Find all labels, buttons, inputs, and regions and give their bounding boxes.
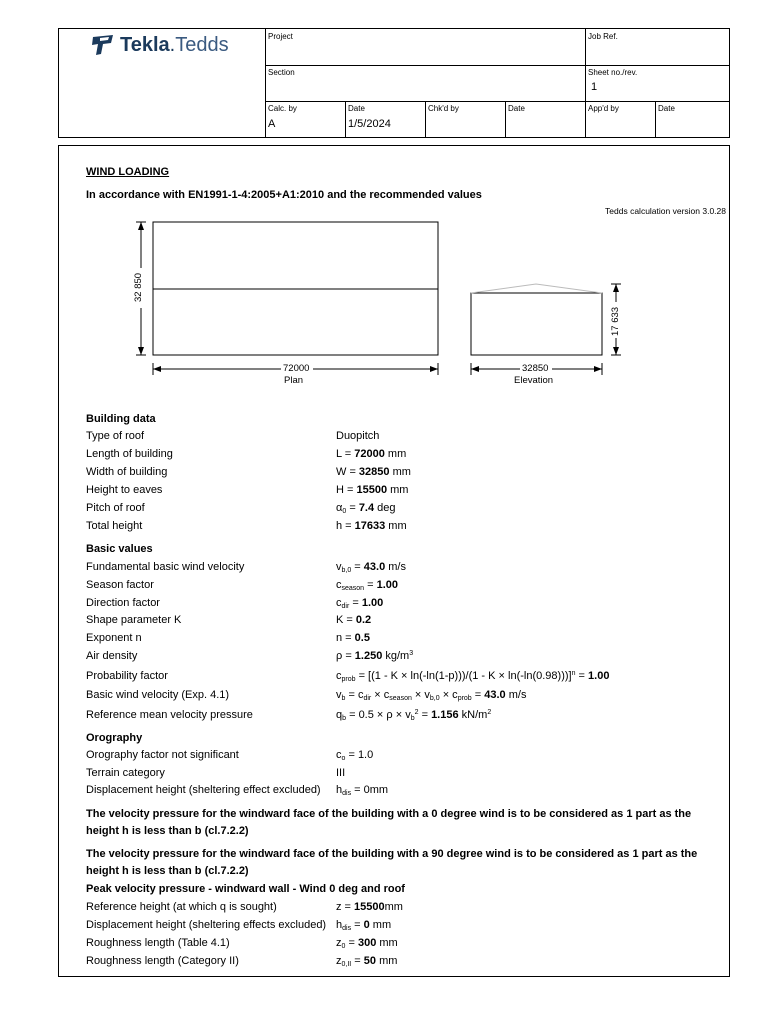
note-90-degree: The velocity pressure for the windward face of the building with a 90 degree wind is to be considered as 1 part as the height h is less than b (cl.7.2.2)	[86, 848, 698, 877]
elevation-height-label: 17 633	[610, 306, 621, 336]
logo-tekla: Tekla	[120, 33, 170, 56]
tekla-tedds-logo: Tekla.Tedds	[91, 33, 229, 57]
roughness-label: Roughness length (Table 4.1)	[86, 937, 230, 949]
eaves-height-value: H = 15500 mm	[336, 484, 409, 496]
building-diagram	[0, 0, 768, 400]
ref-height-label: Reference height (at which q is sought)	[86, 901, 277, 913]
displacement-label: Displacement height (sheltering effect excluded)	[86, 784, 321, 796]
vb0-value: $v_{b,0} = 43.0$ m/s	[336, 561, 406, 574]
roughness-value: $z_0 = 300$ mm	[336, 937, 398, 950]
disp-height-label: Displacement height (sheltering effects excluded)	[86, 919, 327, 931]
length-value: L = 72000 mm	[336, 448, 407, 460]
logo-tedds: Tedds	[175, 33, 229, 56]
checked-by-caption: Chk'd by	[428, 104, 459, 113]
date-caption-3: Date	[658, 104, 675, 113]
roughness-cat2-label: Roughness length (Category II)	[86, 955, 239, 967]
calcby-caption: Calc. by	[268, 104, 297, 113]
probability-value: $c_{prob} = [(1 - K \times \ln(-\ln(1-p)))/(1 - K \times \ln(-\ln(0.98)))]^n = 1.00$	[336, 670, 610, 683]
direction-label: Direction factor	[86, 597, 160, 609]
ref-pressure-label: Reference mean velocity pressure	[86, 709, 253, 721]
basic-velocity-value: $v_b = c_{dir} \times c_{season} \times v_{b,0} \times c_{prob} = 43.0$ m/s	[336, 689, 527, 702]
length-label: Length of building	[86, 448, 173, 460]
ref-pressure-value: $q_b = 0.5 \times \rho \times v_b^2 = 1.156$ $kN/m^2$	[336, 709, 492, 722]
building-data-heading: Building data	[86, 413, 156, 425]
terrain-label: Terrain category	[86, 767, 165, 779]
probability-label: Probability factor	[86, 670, 168, 682]
sheet-caption: Sheet no./rev.	[588, 68, 638, 77]
orography-heading: Orography	[86, 732, 143, 744]
roof-type-label: Type of roof	[86, 430, 145, 442]
elevation-caption: Elevation	[514, 375, 554, 386]
direction-value: $c_{dir} = 1.00$	[336, 597, 384, 610]
season-label: Season factor	[86, 579, 154, 591]
basic-values-heading: Basic values	[86, 543, 153, 555]
date-value: 1/5/2024	[348, 118, 391, 130]
plan-length-label: 72000	[283, 363, 310, 374]
disp-height-value: $h_{dis} = 0$ mm	[336, 919, 392, 932]
pitch-label: Pitch of roof	[86, 502, 145, 514]
plan-width-label: 32 850	[133, 272, 144, 302]
project-caption: Project	[268, 32, 293, 41]
section-caption: Section	[268, 68, 295, 77]
roughness-cat2-value: $z_{0,II} = 50$ mm	[336, 955, 398, 968]
orography-factor-label: Orography factor not significant	[86, 749, 239, 761]
exponent-label: Exponent n	[86, 632, 142, 644]
approved-by-caption: App'd by	[588, 104, 619, 113]
pitch-value: $\alpha_0 = 7.4$ deg	[336, 502, 396, 515]
terrain-value: III	[336, 767, 346, 779]
elevation-outline	[471, 293, 602, 355]
air-density-value: ρ = 1.250 $kg/m^3$	[336, 650, 414, 662]
total-height-label: Total height	[86, 520, 143, 532]
elevation-roof-line	[471, 284, 602, 293]
exponent-value: n = 0.5	[336, 632, 370, 644]
vb0-label: Fundamental basic wind velocity	[86, 561, 245, 573]
peak-heading: Peak velocity pressure - windward wall - Wind 0 deg and roof	[86, 883, 405, 895]
shape-label: Shape parameter K	[86, 614, 182, 626]
date-caption-2: Date	[508, 104, 525, 113]
total-height-value: h = 17633 mm	[336, 520, 407, 532]
width-label: Width of building	[86, 466, 168, 478]
ref-height-value: z = 15500mm	[336, 901, 403, 913]
basic-velocity-label: Basic wind velocity (Exp. 4.1)	[86, 689, 230, 701]
sheet-value: 1	[591, 81, 598, 93]
version-text: Tedds calculation version 3.0.28	[605, 206, 726, 216]
doc-title: WIND LOADING	[86, 166, 170, 178]
air-density-label: Air density	[86, 650, 138, 662]
displacement-value: $h_{dis} = 0mm$	[336, 784, 389, 797]
note-0-degree: The velocity pressure for the windward face of the building with a 0 degree wind is to be considered as 1 part as the height h is less than b (cl.7.2.2)	[86, 808, 692, 837]
width-value: W = 32850 mm	[336, 466, 411, 478]
doc-subtitle: In accordance with EN1991-1-4:2005+A1:2010 and the recommended values	[86, 189, 482, 201]
roof-type-value: Duopitch	[336, 430, 380, 442]
plan-caption: Plan	[284, 375, 304, 386]
eaves-height-label: Height to eaves	[86, 484, 163, 496]
elevation-width-label: 32850	[522, 363, 549, 374]
orography-factor-value: $c_o = 1.0$	[336, 749, 374, 762]
jobref-caption: Job Ref.	[588, 32, 618, 41]
shape-value: K = 0.2	[336, 614, 372, 626]
date-caption: Date	[348, 104, 365, 113]
season-value: $c_{season} = 1.00$	[336, 579, 399, 592]
calcby-value: A	[268, 118, 276, 130]
